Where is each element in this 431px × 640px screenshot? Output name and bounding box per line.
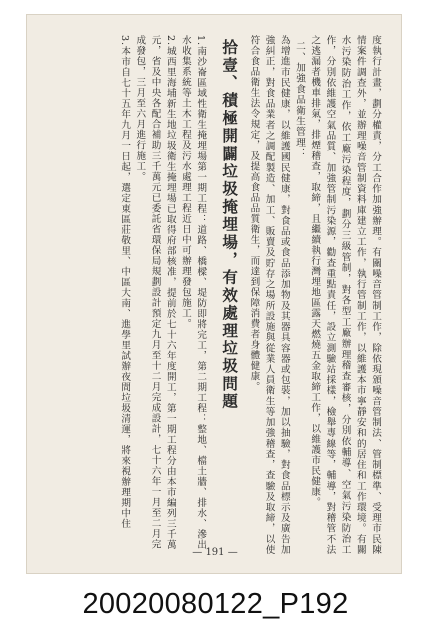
list-item-number: 1. <box>195 35 207 46</box>
list-item <box>132 35 178 555</box>
book-page <box>26 14 402 574</box>
paragraph-food-hygiene: 為增進市民健康，以維護國民健康，對食品或食品添加物及其器具容器或包裝，加以抽驗，對食品標示及廣告加強糾正，對食品業者之調配製造、加工、販賣及貯存之場所設施與從業人員衛生等加強稽查，查驗及取締，以使符合食品衛生法令規定，及提高食品品質衛生，而達到保障消費者身體健康。 <box>248 35 290 555</box>
page-number: — 191 — <box>192 547 238 558</box>
list-item <box>178 35 208 555</box>
list-item-number: 3. <box>119 35 131 46</box>
subheading-food-hygiene: 二、加強食品衛生管理： <box>293 41 305 159</box>
vertical-text-body <box>49 35 383 555</box>
list-item <box>117 35 132 555</box>
section-title-landfill: 拾壹、積極開闢垃圾掩埋場，有效處理垃圾問題 <box>220 39 240 411</box>
list-item-number: 2. <box>164 35 176 46</box>
list-item-text: 南沙崙區域性衛生掩埋場第一期工程：道路、橋樑、堤防即將完工，第二期工程：整地、檔土牆、排水、滲出水收集系統等土木工程及污水處理工程近日中可辦理發包施工。 <box>179 35 207 550</box>
image-caption-id: 20020080122_P192 <box>82 588 349 620</box>
list-item-text: 城西里海埔新生地垃圾衛生掩埋場已取得府部核准，提前於七十六年度開工，第一期工程分由本市編列三千萬元，省及中央各配合補助三千萬元已委託省環保局規劃設計預定九月至十二月完成設計，七十六年一月至二月完成發包，三月至六月進行施工。 <box>134 35 176 550</box>
list-item-text: 本市自七十五年九月一日起，選定東區莊敬里、中區大南、進學里試辦夜間垃圾清運，將來視辦理期中住 <box>119 45 131 529</box>
paragraph-noise-water-air-control: 度執行計畫，劃分權責，分工合作加強辦理。有關噪音管制工作，除依現頒噪音管制法、管制標準、受理市民陳情案件調查外，並辦理噪音管制資料庫建立工作，執行管制工作，以維護本市寧靜安和的居住和工作環境。有關水污染防治工作，依工廠污染程度，劃分三級管制，對各型工廠辦理稽查審核，分別依輔導、空氣污染防治工作，分別依維護空氣品質、加強管制污染源，勸查重點責任，設立測驗站採樣，檢舉專線等，輔導，對稽管不法之逃漏者機車排氣，排煙稽查，取締，且繼續執行灣埋地區露天燃燒五金取締工作，以維護市民健康。 <box>309 35 381 555</box>
